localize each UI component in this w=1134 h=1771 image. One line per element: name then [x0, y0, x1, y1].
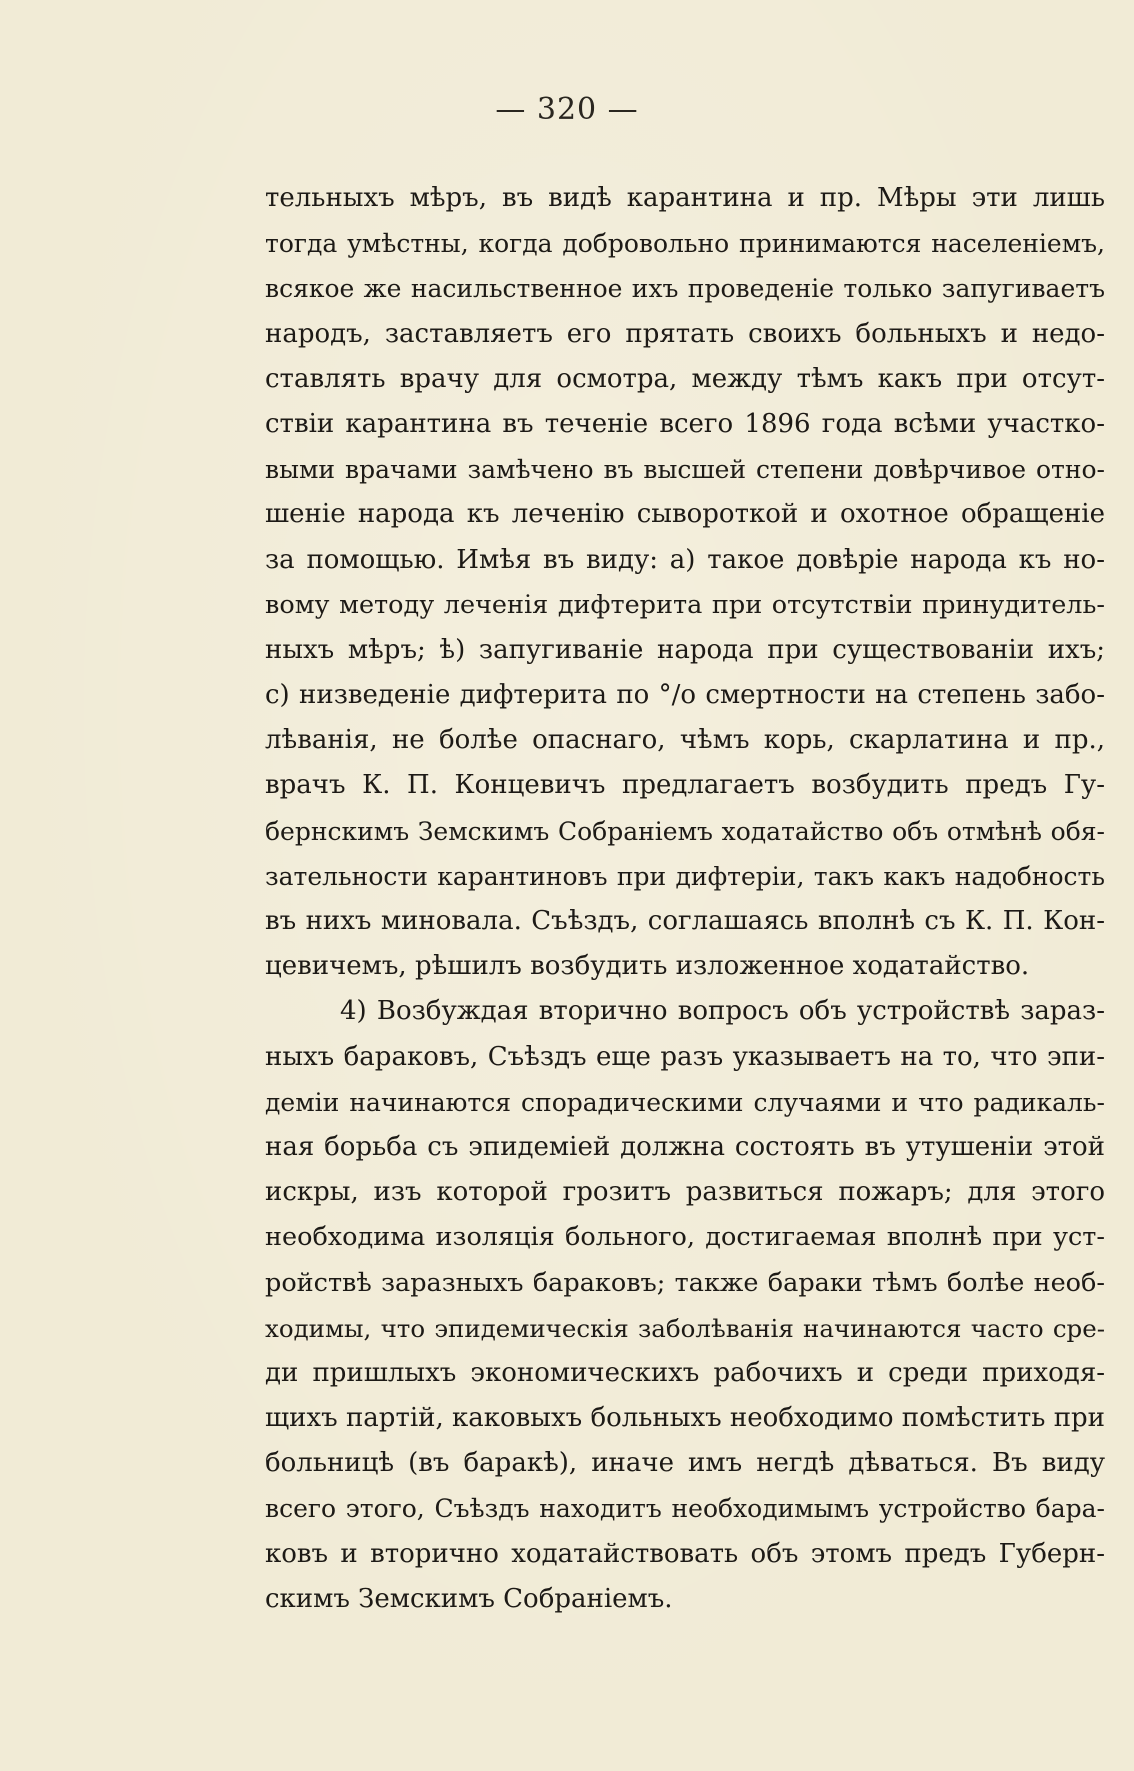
text-line: щихъ партій, каковыхъ больныхъ необходимо помѣстить при — [265, 1403, 1105, 1434]
text-line: ходимы, что эпидемическія заболѣванія начинаются часто сре- — [265, 1313, 1105, 1343]
text-line: ствіи карантина въ теченіе всего 1896 года всѣми участко- — [265, 408, 1105, 439]
text-line: больницѣ (въ баракѣ), иначе имъ негдѣ дѣваться. Въ виду — [265, 1448, 1105, 1479]
text-line: скимъ Земскимъ Собраніемъ. — [265, 1583, 673, 1614]
text-line: бернскимъ Земскимъ Собраніемъ ходатайство объ отмѣнѣ обя- — [265, 816, 1105, 846]
text-line: врачъ К. П. Концевичъ предлагаетъ возбудить предъ Гу- — [265, 770, 1105, 801]
text-line: выми врачами замѣчено въ высшей степени довѣрчивое отно- — [265, 455, 1105, 485]
text-line: ная борьба съ эпидеміей должна состоять въ утушеніи этой — [265, 1131, 1105, 1162]
paragraph-1 — [265, 176, 1105, 989]
text-line: деміи начинаются спорадическими случаями и что радикаль- — [265, 1087, 1105, 1117]
page-number: — 320 — — [495, 92, 639, 127]
text-line: тельныхъ мѣръ, въ видѣ карантина и пр. Мѣры эти лишь — [265, 183, 1105, 213]
text-line: цевичемъ, рѣшилъ возбудить изложенное ходатайство. — [265, 951, 1030, 982]
text-line: лѣванія, не болѣе опаснаго, чѣмъ корь, скарлатина и пр., — [265, 725, 1105, 756]
text-line: вому методу леченія дифтерита при отсутствіи принудитель- — [265, 589, 1105, 620]
text-line: въ нихъ миновала. Съѣздъ, соглашаясь вполнѣ съ К. П. Кон- — [265, 906, 1105, 936]
text-line: ныхъ мѣръ; ѣ) запугиваніе народа при существованіи ихъ; — [265, 634, 1105, 665]
text-line: необходима изоляція больного, достигаемая вполнѣ при уст- — [265, 1222, 1105, 1253]
text-line: тогда умѣстны, когда добровольно принимаются населеніемъ, — [265, 229, 1105, 259]
text-line: 4) Возбуждая вторично вопросъ объ устройствѣ зараз- — [340, 996, 1105, 1027]
text-line: ныхъ бараковъ, Съѣздъ еще разъ указываетъ на то, что эпи- — [265, 1041, 1105, 1072]
text-line: ковъ и вторично ходатайствовать объ этомъ предъ Губерн- — [265, 1538, 1105, 1569]
text-line: всего этого, Съѣздъ находитъ необходимымъ устройство бара- — [265, 1494, 1105, 1524]
text-line: шеніе народа къ леченію сывороткой и охотное обращеніе — [265, 499, 1105, 530]
text-line: ставлять врачу для осмотра, между тѣмъ какъ при отсут- — [265, 363, 1105, 394]
text-line: ройствѣ заразныхъ бараковъ; также бараки тѣмъ болѣе необ- — [265, 1267, 1105, 1298]
text-line: с) низведеніе дифтерита по °/о смертности на степень забо- — [265, 680, 1105, 711]
text-line: искры, изъ которой грозитъ развиться пожаръ; для этого — [265, 1177, 1105, 1208]
text-line: всякое же насильственное ихъ проведеніе только запугиваетъ — [265, 274, 1105, 304]
text-line: зательности карантиновъ при дифтеріи, такъ какъ надобность — [265, 861, 1105, 891]
body-text — [265, 176, 1105, 1622]
text-line: народъ, заставляетъ его прятать своихъ больныхъ и недо- — [265, 318, 1105, 349]
text-line: за помощью. Имѣя въ виду: а) такое довѣріе народа къ но- — [265, 544, 1105, 575]
text-line: ди пришлыхъ экономическихъ рабочихъ и среди приходя- — [265, 1357, 1105, 1388]
paragraph-2 — [265, 989, 1105, 1622]
